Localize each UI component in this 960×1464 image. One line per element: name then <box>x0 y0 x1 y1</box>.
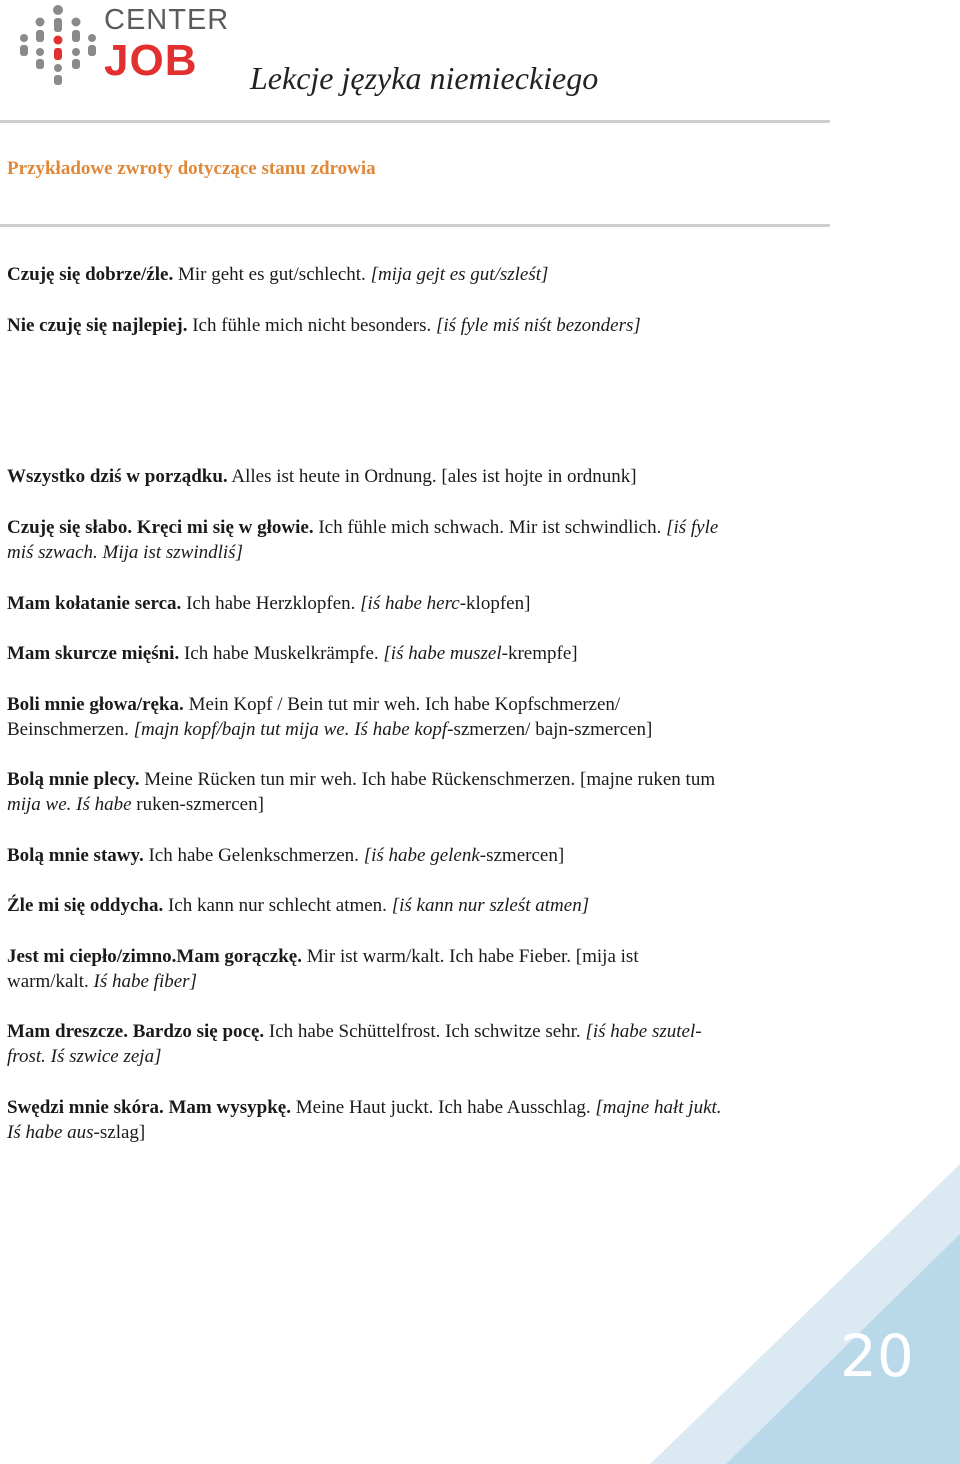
german-phrase: Ich habe Gelenkschmerzen. <box>143 845 364 866</box>
german-phrase: Alles ist heute in Ordnung. [ales ist hojte in ordnunk] <box>227 466 637 487</box>
phrase-line <box>7 515 718 540</box>
polish-phrase: Mam dreszcze. Bardzo się pocę. <box>7 1021 265 1042</box>
german-phrase: Mein Kopf / Bein tut mir weh. Ich habe Kopfschmerzen/ <box>183 694 621 715</box>
pronunciation: [mija gejt es gut/szleśt] <box>370 264 549 285</box>
german-phrase: warm/kalt. <box>7 971 94 992</box>
pronunciation: [majn kopf/bajn tut mija we. Iś habe kopf- <box>133 719 454 740</box>
german-phrase: Ich habe Herzklopfen. <box>181 593 361 614</box>
pronunciation: [iś habe herc- <box>360 593 467 614</box>
german-phrase: Ich fühle mich nicht besonders. <box>187 315 436 336</box>
german-phrase: klopfen] <box>466 593 531 614</box>
phrase-line <box>7 591 530 616</box>
phrase-line <box>7 792 264 817</box>
phrase-line <box>7 767 715 792</box>
german-phrase: Beinschmerzen. <box>7 719 134 740</box>
phrase-line <box>7 540 243 565</box>
phrase-line <box>7 692 620 717</box>
pronunciation: Iś habe aus- <box>7 1122 100 1143</box>
phrase-line <box>7 1019 702 1044</box>
polish-phrase: Mam skurcze mięśni. <box>7 643 180 664</box>
pronunciation: [majne hałt jukt. <box>595 1097 722 1118</box>
phrase-line <box>7 969 197 994</box>
phrase-line <box>7 893 589 918</box>
phrase-line <box>7 464 637 489</box>
polish-phrase: Czuję się dobrze/źle. <box>7 264 174 285</box>
phrase-line <box>7 1095 722 1120</box>
polish-phrase: Nie czuję się najlepiej. <box>7 315 188 336</box>
german-phrase: Mir geht es gut/schlecht. <box>173 264 371 285</box>
german-phrase: szmercen] <box>486 845 565 866</box>
pronunciation: [iś fyle <box>666 517 719 538</box>
german-phrase: szmerzen/ bajn-szmercen] <box>453 719 653 740</box>
polish-phrase: Jest mi ciepło/zimno.Mam gorączkę. <box>7 946 302 967</box>
pronunciation: Iś habe fiber] <box>93 971 197 992</box>
polish-phrase: Źle mi się oddycha. <box>7 895 164 916</box>
pronunciation: [iś kann nur szleśt atmen] <box>391 895 590 916</box>
logo-text-center: CENTER <box>104 4 230 36</box>
phrase-line <box>7 944 639 969</box>
pronunciation: [iś habe muszel- <box>383 643 508 664</box>
phrase-line <box>7 313 641 338</box>
polish-phrase: Mam kołatanie serca. <box>7 593 182 614</box>
pronunciation: miś szwach. Mija ist szwindliś] <box>7 542 243 563</box>
german-phrase: Ich habe Schüttelfrost. Ich schwitze sehr. <box>264 1021 586 1042</box>
pronunciation: frost. Iś szwice zeja] <box>7 1046 162 1067</box>
phrase-line <box>7 717 652 742</box>
page-number: 20 <box>840 1322 914 1390</box>
polish-phrase: Wszystko dziś w porządku. <box>7 466 228 487</box>
polish-phrase: Boli mnie głowa/ręka. <box>7 694 184 715</box>
phrase-line <box>7 843 564 868</box>
german-phrase: ruken-szmercen] <box>136 794 264 815</box>
german-phrase: krempfe] <box>507 643 578 664</box>
german-phrase: Meine Rücken tun mir weh. Ich habe Rückenschmerzen. [majne ruken tum <box>139 769 716 790</box>
german-phrase: Ich habe Muskelkrämpfe. <box>179 643 384 664</box>
section-heading: Przykładowe zwroty dotyczące stanu zdrowia <box>7 158 376 179</box>
polish-phrase: Bolą mnie stawy. <box>7 845 144 866</box>
phrase-line <box>7 262 548 287</box>
phrase-line <box>7 1120 145 1145</box>
pronunciation: [iś fyle miś niśt bezonders] <box>435 315 641 336</box>
german-phrase: Ich kann nur schlecht atmen. <box>163 895 392 916</box>
header-divider <box>0 120 830 123</box>
logo-text-job: JOB <box>104 36 198 85</box>
pronunciation: [iś habe szutel- <box>585 1021 702 1042</box>
phrase-line <box>7 1044 161 1069</box>
section-divider <box>0 224 830 227</box>
phrase-line <box>7 641 578 666</box>
german-phrase: Meine Haut juckt. Ich habe Ausschlag. <box>290 1097 596 1118</box>
pronunciation: [iś habe gelenk- <box>363 845 487 866</box>
german-phrase: Ich fühle mich schwach. Mir ist schwindlich. <box>313 517 667 538</box>
polish-phrase: Bolą mnie plecy. <box>7 769 140 790</box>
polish-phrase: Czuję się słabo. Kręci mi się w głowie. <box>7 517 314 538</box>
corner-decoration-icon <box>650 1164 960 1464</box>
german-phrase: szlag] <box>99 1122 146 1143</box>
german-phrase: Mir ist warm/kalt. Ich habe Fieber. [mija ist <box>301 946 639 967</box>
document-title: Lekcje języka niemieckiego <box>250 60 599 96</box>
polish-phrase: Swędzi mnie skóra. Mam wysypkę. <box>7 1097 291 1118</box>
pronunciation: mija we. Iś habe <box>7 794 137 815</box>
